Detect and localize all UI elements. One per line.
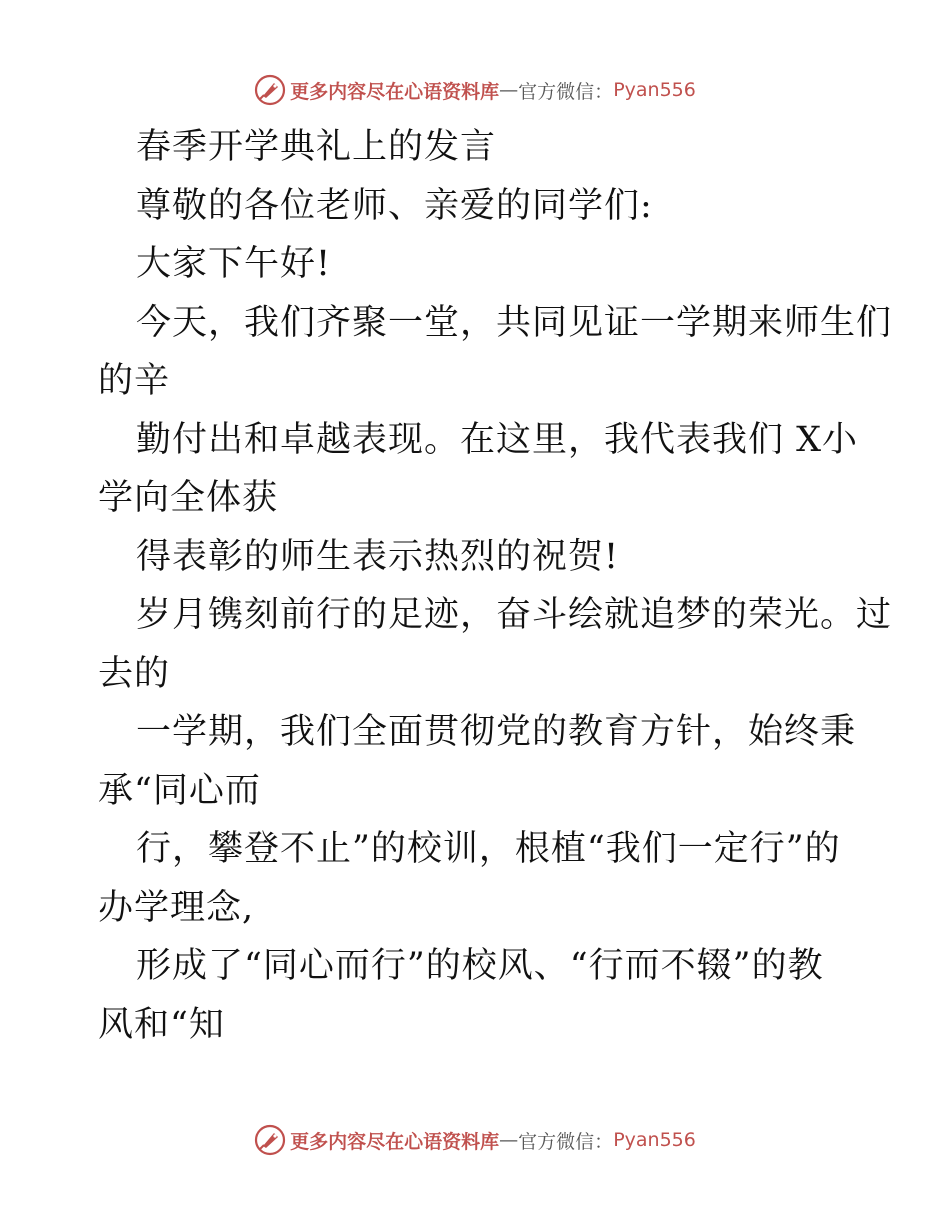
paragraph-line: 承“同心而 — [98, 770, 261, 811]
page-footer-banner — [0, 1120, 950, 1160]
paragraph-line: 今天，我们齐聚一堂，共同见证一学期来师生们 — [136, 302, 893, 343]
page-header-banner — [0, 70, 950, 110]
paragraph-line: 风和“知 — [98, 1004, 225, 1045]
banner-site-text: 更多内容尽在心语资料库 — [290, 1130, 500, 1153]
paragraph-line: 办学理念, — [98, 887, 255, 928]
paragraph-line: 一学期，我们全面贯彻党的教育方针，始终秉 — [136, 712, 857, 752]
paragraph-line: 岁月镌刻前行的足迹，奋斗绘就追梦的荣光。过 — [136, 595, 893, 635]
banner-separator: — — [499, 79, 519, 101]
greeting: 大家下午好! — [136, 244, 332, 284]
paragraph-line: 得表彰的师生表示热烈的祝贺! — [136, 536, 620, 577]
banner-wechat-id: Pyan556 — [613, 1129, 696, 1151]
document-title: 春季开学典礼上的发言 — [136, 127, 497, 167]
paragraph-line: 的辛 — [98, 361, 171, 401]
banner-wechat-label: 官方微信： — [518, 1130, 614, 1153]
banner-wechat-label: 官方微信： — [518, 80, 614, 103]
paragraph-line: 行，攀登不止”的校训，根植“我们一定行”的 — [136, 829, 841, 869]
document-body — [98, 118, 893, 1054]
salutation: 尊敬的各位老师、亲爱的同学们: — [136, 185, 653, 226]
paragraph-line: 学向全体获 — [98, 478, 279, 518]
paragraph-line: 去的 — [98, 653, 171, 694]
pen-nib-logo-icon — [254, 1124, 286, 1156]
banner-wechat-id: Pyan556 — [613, 79, 696, 101]
banner-site-text: 更多内容尽在心语资料库 — [290, 80, 500, 103]
paragraph-line: 形成了“同心而行”的校风、“行而不辍”的教 — [136, 946, 824, 986]
pen-nib-logo-icon — [254, 74, 286, 106]
paragraph-line: 勤付出和卓越表现。在这里，我代表我们 X小 — [136, 419, 859, 460]
banner-separator: — — [499, 1129, 519, 1151]
